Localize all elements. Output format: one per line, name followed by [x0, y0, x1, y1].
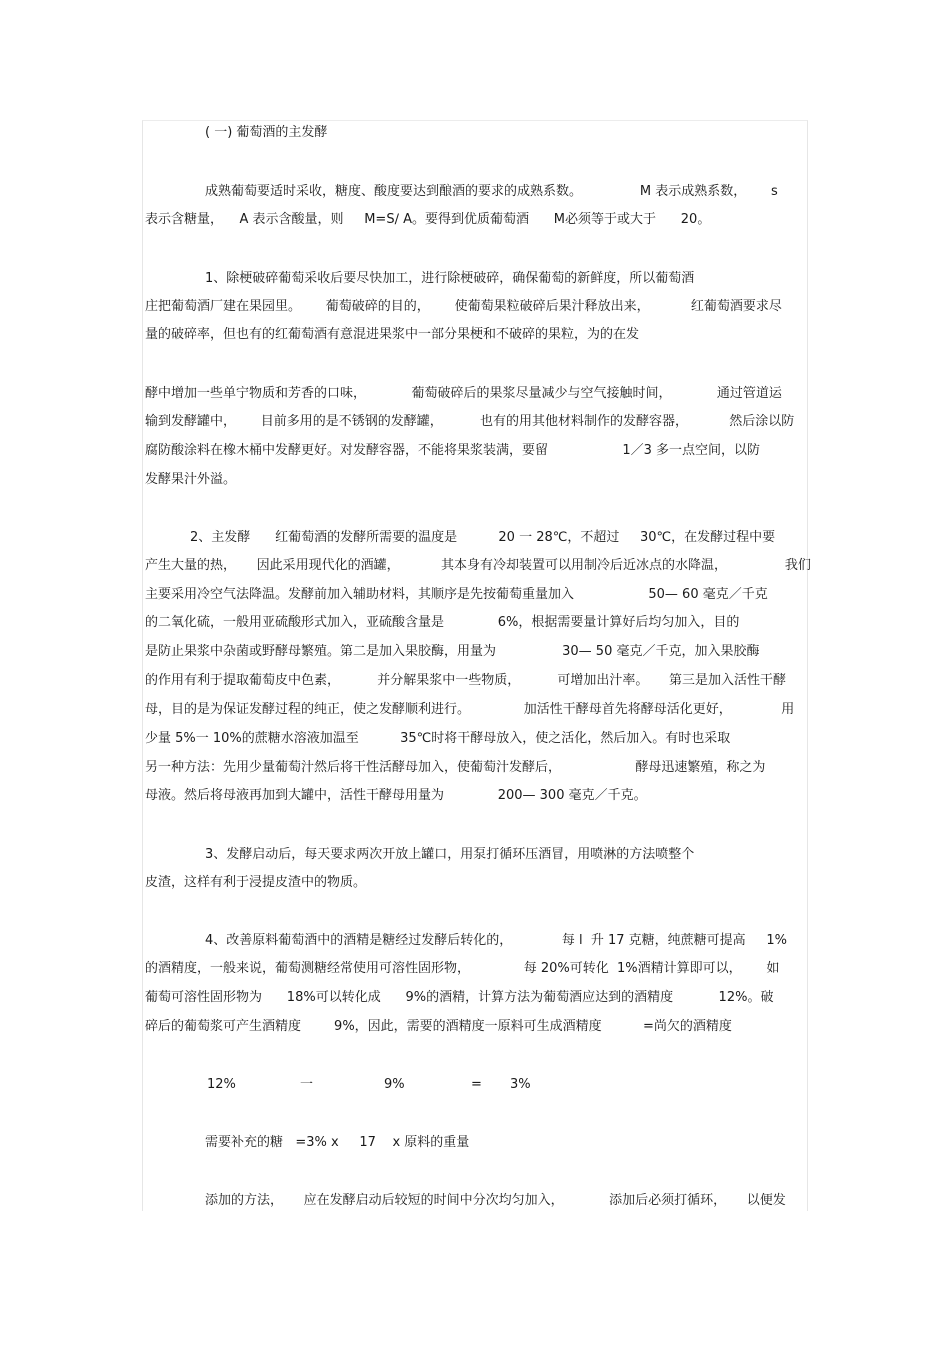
paragraph-line: 少量 5%一 10%的蔗糖水溶液加温至 35℃时将干酵母放入，使之活化，然后加入。有时也采取 [145, 731, 731, 746]
paragraph-line: 4、改善原料葡萄酒中的酒精是糖经过发酵后转化的， 每 l 升 17 克糖，纯蔗糖可提高 1% [205, 933, 787, 948]
paragraph-line: 成熟葡萄要适时采收，糖度、酸度要达到酿酒的要求的成熟系数。 M 表示成熟系数， s [205, 184, 778, 199]
paragraph-line: 量的破碎率，但也有的红葡萄酒有意混进果浆中一部分果梗和不破碎的果粒，为的在发 [145, 327, 640, 342]
paragraph-line: 庄把葡萄酒厂建在果园里。 葡萄破碎的目的， 使葡萄果粒破碎后果汁释放出来， 红葡萄酒要求尽 [145, 299, 782, 314]
equation-operator-minus: 一 [300, 1077, 314, 1092]
paragraph-line: 母液。然后将母液再加到大罐中，活性干酵母用量为 200— 300 毫克／千克。 [145, 788, 647, 803]
paragraph-line: 表示含糖量， A 表示含酸量，则 M=S∕ A。要得到优质葡萄酒 M必须等于或大于 20。 [145, 212, 711, 227]
paragraph-line: 葡萄可溶性固形物为 18%可以转化成 9%的酒精，计算方法为葡萄酒应达到的酒精度 12%。破 [145, 990, 774, 1005]
paragraph-line: 主要采用冷空气法降温。发酵前加入辅助材料，其顺序是先按葡萄重量加入 50— 60 毫克／千克 [145, 587, 768, 602]
paragraph-line: 3、发酵启动后，每天要求两次开放上罐口，用泵打循环压酒冒，用喷淋的方法喷整个 [205, 847, 695, 862]
paragraph-line: 2、主发酵 红葡萄酒的发酵所需要的温度是 20 一 28℃，不超过 30℃，在发酵过程中要 [190, 530, 776, 545]
paragraph-line: 腐防酸涂料在橡木桶中发酵更好。对发酵容器，不能将果浆装满，要留 1／3 多一点空间，以防 [145, 443, 761, 458]
paragraph-line: 的作用有利于提取葡萄皮中色素， 并分解果浆中一些物质， 可增加出汁率。 第三是加入活性干酵 [145, 673, 787, 688]
paragraph-line: 添加的方法， 应在发酵启动后较短的时间中分次均匀加入， 添加后必须打循环， 以便发 [205, 1193, 786, 1208]
section-heading: ( 一) 葡萄酒的主发酵 [205, 125, 328, 140]
paragraph-line: 是防止果浆中杂菌或野酵母繁殖。第二是加入果胶酶，用量为 30— 50 毫克／千克，加入果胶酶 [145, 644, 760, 659]
paragraph-line: 产生大量的热， 因此采用现代化的酒罐， 其本身有冷却装置可以用制冷后近冰点的水降温， 我们 [145, 558, 811, 573]
equation-operand-b: 9% [384, 1077, 405, 1092]
equation-equals: = [471, 1077, 482, 1092]
equation-operand-a: 12% [207, 1077, 236, 1092]
paragraph-line: 皮渣，这样有利于浸提皮渣中的物质。 [145, 875, 367, 890]
paragraph-line: 另一种方法：先用少量葡萄汁然后将干性活酵母加入，使葡萄汁发酵后， 酵母迅速繁殖，称之为 [145, 760, 766, 775]
paragraph-line: 碎后的葡萄浆可产生酒精度 9%，因此，需要的酒精度一原料可生成酒精度 =尚欠的酒精度 [145, 1019, 732, 1034]
paragraph-line: 的酒精度，一般来说，葡萄测糖经常使用可溶性固形物， 每 20%可转化 1%酒精计算即可以， 如 [145, 961, 780, 976]
paragraph-line: 发酵果汁外溢。 [145, 472, 237, 487]
paragraph-line: 的二氧化硫，一般用亚硫酸形式加入，亚硫酸含量是 6%，根据需要量计算好后均匀加入，目的 [145, 615, 740, 630]
paragraph-line: 母，目的是为保证发酵过程的纯正，使之发酵顺利进行。 加活性干酵母首先将酵母活化更好， 用 [145, 702, 795, 717]
paragraph-line: 输到发酵罐中， 目前多用的是不锈钢的发酵罐， 也有的用其他材料制作的发酵容器， 然后涂以防 [145, 414, 795, 429]
paragraph-line: 1、除梗破碎葡萄采收后要尽快加工，进行除梗破碎，确保葡萄的新鲜度，所以葡萄酒 [205, 271, 695, 286]
paragraph-line: 酵中增加一些单宁物质和芳香的口味， 葡萄破碎后的果浆尽量减少与空气接触时间， 通过管道运 [145, 386, 782, 401]
equation-result: 3% [510, 1077, 531, 1092]
sugar-formula: 需要补充的糖 =3% x 17 x 原料的重量 [205, 1135, 470, 1150]
